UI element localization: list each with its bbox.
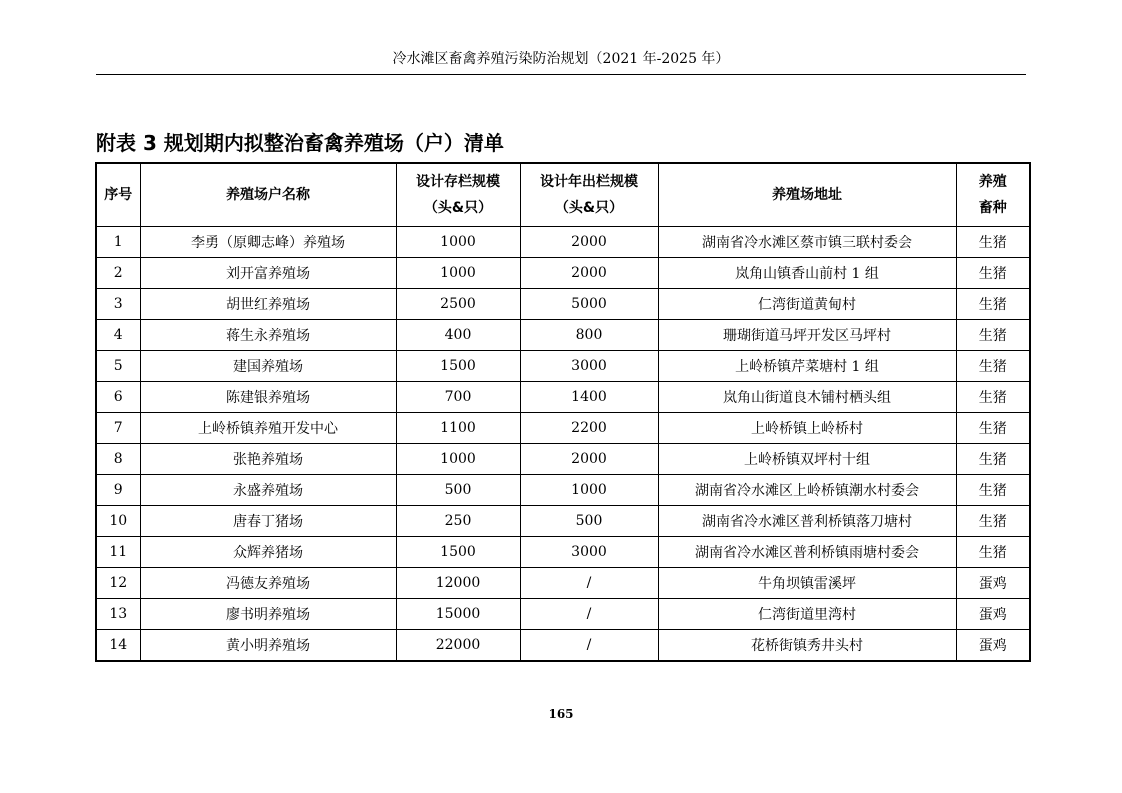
cell-index: 9 <box>96 475 140 506</box>
cell-output: 800 <box>520 320 658 351</box>
cell-index: 8 <box>96 444 140 475</box>
cell-address: 岚角山街道良木铺村栖头组 <box>658 382 956 413</box>
table-row <box>96 413 1030 444</box>
cell-output: 2000 <box>520 227 658 258</box>
table-row <box>96 444 1030 475</box>
cell-species: 生猪 <box>956 475 1030 506</box>
cell-output: 3000 <box>520 537 658 568</box>
cell-species: 生猪 <box>956 351 1030 382</box>
cell-name: 唐春丁猪场 <box>140 506 396 537</box>
cell-address: 珊瑚街道马坪开发区马坪村 <box>658 320 956 351</box>
cell-address: 湖南省冷水滩区上岭桥镇潮水村委会 <box>658 475 956 506</box>
cell-name: 建国养殖场 <box>140 351 396 382</box>
cell-index: 12 <box>96 568 140 599</box>
cell-stock: 1000 <box>396 258 520 289</box>
cell-stock: 12000 <box>396 568 520 599</box>
cell-species: 生猪 <box>956 289 1030 320</box>
table-title: 附表 3 规划期内拟整治畜禽养殖场（户）清单 <box>96 131 504 155</box>
cell-name: 廖书明养殖场 <box>140 599 396 630</box>
cell-output: 1400 <box>520 382 658 413</box>
cell-output: / <box>520 630 658 662</box>
cell-name: 李勇（原卿志峰）养殖场 <box>140 227 396 258</box>
cell-output: 2200 <box>520 413 658 444</box>
cell-output: / <box>520 599 658 630</box>
table-row <box>96 537 1030 568</box>
cell-index: 13 <box>96 599 140 630</box>
cell-species: 蛋鸡 <box>956 568 1030 599</box>
cell-species: 生猪 <box>956 227 1030 258</box>
cell-index: 3 <box>96 289 140 320</box>
cell-address: 上岭桥镇双坪村十组 <box>658 444 956 475</box>
cell-index: 4 <box>96 320 140 351</box>
cell-name: 蒋生永养殖场 <box>140 320 396 351</box>
cell-address: 上岭桥镇上岭桥村 <box>658 413 956 444</box>
farm-rectification-table <box>95 162 1031 662</box>
table-row <box>96 351 1030 382</box>
column-header-stock-line2: （头&只） <box>423 200 493 216</box>
table-row <box>96 475 1030 506</box>
cell-address: 牛角坝镇雷溪坪 <box>658 568 956 599</box>
cell-species: 生猪 <box>956 413 1030 444</box>
column-header-output-line2: （头&只） <box>554 200 624 216</box>
cell-stock: 500 <box>396 475 520 506</box>
cell-stock: 400 <box>396 320 520 351</box>
table-row <box>96 227 1030 258</box>
cell-address: 湖南省冷水滩区普利桥镇雨塘村委会 <box>658 537 956 568</box>
cell-name: 胡世红养殖场 <box>140 289 396 320</box>
table-header-row <box>96 163 1030 227</box>
cell-index: 2 <box>96 258 140 289</box>
column-header-stock <box>396 163 520 227</box>
cell-output: 2000 <box>520 258 658 289</box>
cell-output: 2000 <box>520 444 658 475</box>
cell-index: 6 <box>96 382 140 413</box>
cell-name: 上岭桥镇养殖开发中心 <box>140 413 396 444</box>
column-header-stock-line1: 设计存栏规模 <box>416 174 500 190</box>
cell-stock: 15000 <box>396 599 520 630</box>
cell-output: 5000 <box>520 289 658 320</box>
table-row <box>96 568 1030 599</box>
cell-stock: 1100 <box>396 413 520 444</box>
table-row <box>96 382 1030 413</box>
table-row <box>96 506 1030 537</box>
column-header-species-line1: 养殖 <box>978 174 1007 190</box>
cell-index: 10 <box>96 506 140 537</box>
cell-output: 3000 <box>520 351 658 382</box>
cell-stock: 22000 <box>396 630 520 662</box>
table-body <box>96 227 1030 662</box>
table-row <box>96 289 1030 320</box>
cell-address: 仁湾街道里湾村 <box>658 599 956 630</box>
column-header-index: 序号 <box>96 163 140 227</box>
cell-address: 岚角山镇香山前村 1 组 <box>658 258 956 289</box>
cell-index: 7 <box>96 413 140 444</box>
cell-species: 生猪 <box>956 537 1030 568</box>
cell-index: 5 <box>96 351 140 382</box>
cell-index: 1 <box>96 227 140 258</box>
cell-stock: 1000 <box>396 227 520 258</box>
table-row <box>96 258 1030 289</box>
cell-name: 张艳养殖场 <box>140 444 396 475</box>
cell-species: 生猪 <box>956 444 1030 475</box>
page-number: 165 <box>548 707 574 721</box>
cell-species: 生猪 <box>956 320 1030 351</box>
cell-stock: 2500 <box>396 289 520 320</box>
cell-stock: 250 <box>396 506 520 537</box>
column-header-species <box>956 163 1030 227</box>
cell-address: 花桥街镇秀井头村 <box>658 630 956 662</box>
cell-stock: 1500 <box>396 537 520 568</box>
running-header: 冷水滩区畜禽养殖污染防治规划（2021 年-2025 年） <box>392 51 730 67</box>
cell-output: 1000 <box>520 475 658 506</box>
column-header-output <box>520 163 658 227</box>
table-row <box>96 599 1030 630</box>
cell-name: 刘开富养殖场 <box>140 258 396 289</box>
cell-address: 上岭桥镇芹菜塘村 1 组 <box>658 351 956 382</box>
cell-species: 蛋鸡 <box>956 599 1030 630</box>
cell-stock: 1000 <box>396 444 520 475</box>
cell-address: 湖南省冷水滩区普利桥镇落刀塘村 <box>658 506 956 537</box>
table-row <box>96 630 1030 662</box>
cell-index: 11 <box>96 537 140 568</box>
cell-name: 黄小明养殖场 <box>140 630 396 662</box>
cell-name: 众辉养猪场 <box>140 537 396 568</box>
column-header-address: 养殖场地址 <box>658 163 956 227</box>
column-header-species-line2: 畜种 <box>978 200 1007 216</box>
cell-name: 永盛养殖场 <box>140 475 396 506</box>
table-row <box>96 320 1030 351</box>
cell-stock: 700 <box>396 382 520 413</box>
cell-species: 生猪 <box>956 382 1030 413</box>
cell-index: 14 <box>96 630 140 662</box>
cell-name: 陈建银养殖场 <box>140 382 396 413</box>
column-header-output-line1: 设计年出栏规模 <box>540 174 638 190</box>
cell-stock: 1500 <box>396 351 520 382</box>
cell-address: 湖南省冷水滩区蔡市镇三联村委会 <box>658 227 956 258</box>
cell-output: / <box>520 568 658 599</box>
cell-species: 蛋鸡 <box>956 630 1030 662</box>
header-divider <box>96 74 1026 75</box>
column-header-name: 养殖场户名称 <box>140 163 396 227</box>
cell-species: 生猪 <box>956 258 1030 289</box>
cell-address: 仁湾街道黄甸村 <box>658 289 956 320</box>
cell-output: 500 <box>520 506 658 537</box>
cell-species: 生猪 <box>956 506 1030 537</box>
cell-name: 冯德友养殖场 <box>140 568 396 599</box>
